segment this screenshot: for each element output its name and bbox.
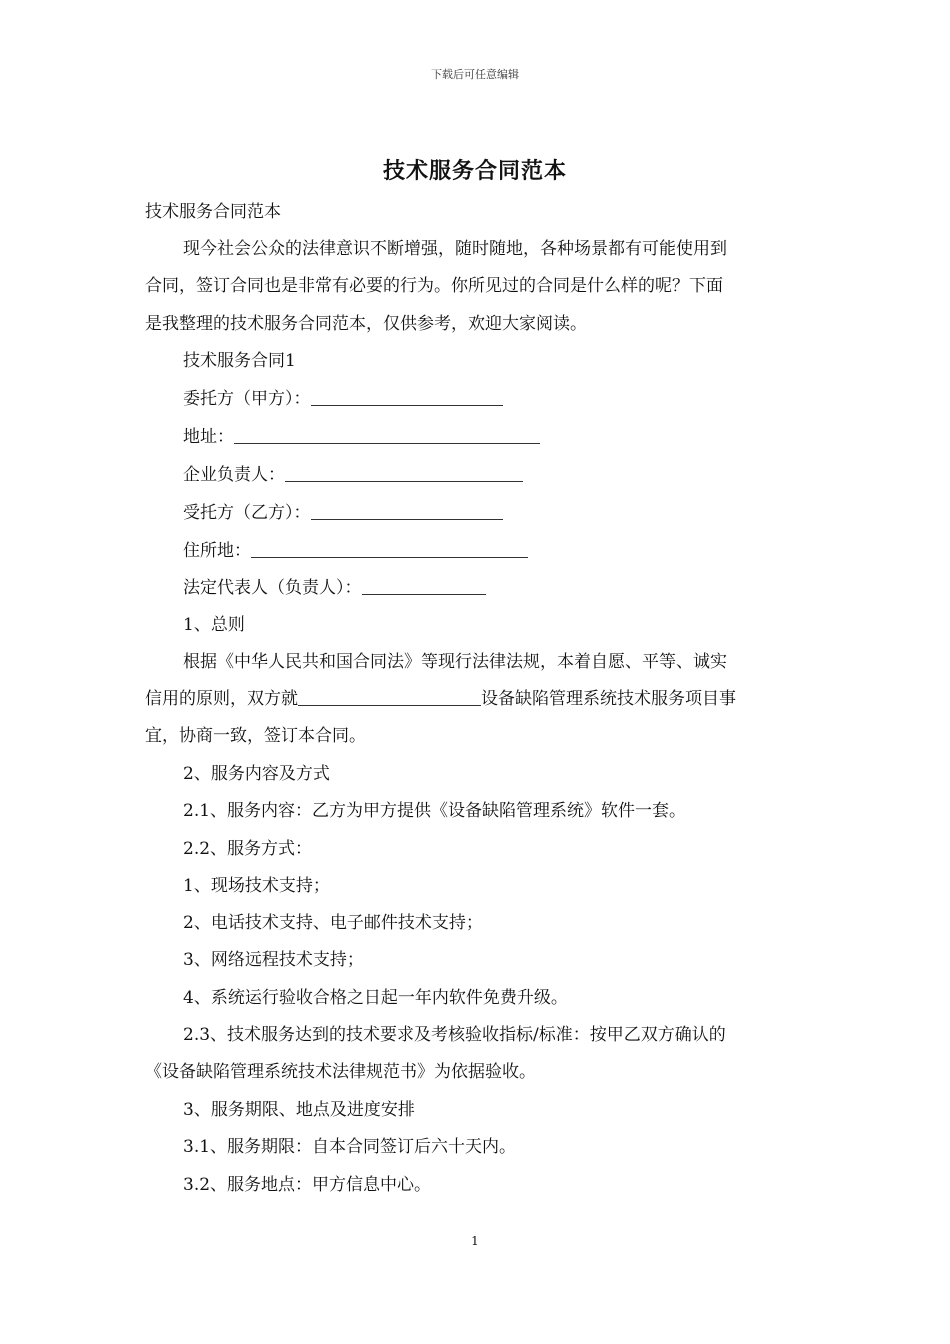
- section1-line-2b: 设备缺陷管理系统技术服务项目事: [481, 689, 736, 709]
- client-label: 委托方（甲方）：: [183, 389, 311, 409]
- service-content: 2.1、服务内容：乙方为甲方提供《设备缺陷管理系统》软件一套。: [183, 801, 687, 821]
- method-item-3: 3、网络远程技术支持；: [183, 950, 364, 970]
- standard-line-1: 2.3、技术服务达到的技术要求及考核验收指标/标准：按甲乙双方确认的: [183, 1025, 726, 1045]
- intro-line-3: 是我整理的技术服务合同范本，仅供参考，欢迎大家阅读。: [145, 314, 587, 334]
- service-place: 3.2、服务地点：甲方信息中心。: [183, 1175, 432, 1195]
- service-method: 2.2、服务方式：: [183, 839, 313, 859]
- intro-line-1: 现今社会公众的法律意识不断增强，随时随地，各种场景都有可能使用到: [183, 239, 727, 259]
- section3-heading: 3、服务期限、地点及进度安排: [183, 1100, 415, 1120]
- domicile-label: 住所地：: [183, 541, 251, 561]
- header-note: 下载后可任意编辑: [431, 68, 519, 81]
- contractor-field: [183, 502, 503, 524]
- legal-rep-blank: [362, 578, 486, 595]
- client-blank: [311, 389, 503, 406]
- section1-line-3: 宜，协商一致，签订本合同。: [145, 726, 366, 746]
- section1-heading: 1、总则: [183, 615, 245, 635]
- intro-line-2: 合同，签订合同也是非常有必要的行为。你所见过的合同是什么样的呢？下面: [145, 276, 723, 296]
- enterprise-head-blank: [285, 465, 523, 482]
- enterprise-head-label: 企业负责人：: [183, 465, 285, 485]
- domicile-blank: [251, 541, 528, 558]
- service-period: 3.1、服务期限：自本合同签订后六十天内。: [183, 1137, 517, 1157]
- method-item-4: 4、系统运行验收合格之日起一年内软件免费升级。: [183, 988, 568, 1008]
- enterprise-head-field: [183, 464, 523, 486]
- contract-heading: 技术服务合同1: [183, 351, 296, 371]
- legal-rep-label: 法定代表人（负责人）：: [183, 578, 362, 598]
- standard-line-2: 《设备缺陷管理系统技术法律规范书》为依据验收。: [145, 1062, 536, 1082]
- subtitle: 技术服务合同范本: [145, 202, 281, 222]
- domicile-field: [183, 540, 528, 562]
- section1-line-2a: 信用的原则，双方就: [145, 689, 298, 709]
- document-title: 技术服务合同范本: [382, 158, 567, 184]
- section2-heading: 2、服务内容及方式: [183, 764, 330, 784]
- page-number: 1: [471, 1234, 479, 1248]
- contractor-label: 受托方（乙方）：: [183, 503, 311, 523]
- method-item-2: 2、电话技术支持、电子邮件技术支持；: [183, 913, 483, 933]
- contractor-blank: [311, 503, 503, 520]
- section1-line-1: 根据《中华人民共和国合同法》等现行法律法规，本着自愿、平等、诚实: [183, 652, 727, 672]
- client-field: [183, 388, 503, 410]
- project-blank: [298, 689, 481, 706]
- address-blank: [234, 427, 540, 444]
- address-field: [183, 426, 540, 448]
- section1-line-2: [145, 688, 736, 710]
- method-item-1: 1、现场技术支持；: [183, 876, 330, 896]
- legal-rep-field: [183, 577, 486, 599]
- address-label: 地址：: [183, 427, 234, 447]
